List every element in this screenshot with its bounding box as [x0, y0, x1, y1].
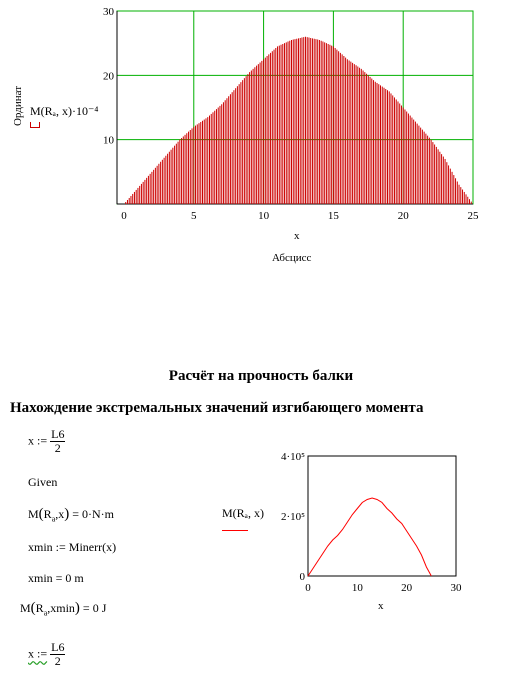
plot2-line — [308, 498, 431, 576]
plot2-legend-swatch — [222, 530, 248, 531]
plot1-y-axis-label: Ординат — [12, 85, 24, 127]
xmin-result[interactable]: xmin = 0 m — [28, 571, 84, 585]
x-assign2-fraction — [50, 641, 65, 668]
plot1-x-tick-label: 10 — [258, 210, 270, 222]
x-assign-lhs: x := — [28, 433, 48, 448]
x-assign2-denominator: 2 — [54, 654, 61, 668]
plot2-y-tick-label: 2·10⁵ — [281, 511, 305, 523]
plot1-x-tick-label: 0 — [121, 210, 127, 222]
plot2-legend-text: M(Rₐ, x) — [222, 506, 264, 520]
plot2-frame — [308, 456, 456, 576]
m-at-xmin[interactable]: $M(R_a,xmin) = 0$ J — [20, 600, 107, 618]
plot1-x-tick-label: 20 — [397, 210, 409, 222]
x-assign2-lhs: x := — [28, 646, 48, 661]
eq-m: M — [28, 507, 39, 521]
given-block[interactable]: Given — [28, 475, 58, 489]
plot2-x-var: x — [378, 600, 384, 612]
plot1-region[interactable] — [0, 0, 522, 270]
equation-m-zero[interactable]: $M(R_a,x) = 0\cdot N\cdot m$ — [28, 506, 115, 524]
x-assignment-1[interactable] — [28, 428, 65, 455]
plot2-x-tick-label: 20 — [401, 582, 413, 594]
plot1-x-axis-label: Абсцисс — [272, 252, 312, 264]
eq-rhs: = 0·N·m — [72, 507, 115, 521]
plot1-y-tick-label: 10 — [103, 134, 114, 147]
plot1-bars — [124, 37, 473, 204]
plot1-y-tick-label: 20 — [103, 70, 114, 83]
plot1-x-var: x — [294, 230, 300, 242]
plot1-x-tick-label: 25 — [467, 210, 479, 222]
xmin-definition[interactable]: xmin := Minerr(x) — [28, 540, 117, 554]
plot2-region[interactable] — [200, 440, 500, 620]
plot2-x-tick-label: 0 — [305, 582, 311, 594]
section-title-extrema: Нахождение экстремальных значений изгибающего момента — [10, 400, 424, 416]
x-assign2-numerator: L6 — [51, 640, 65, 654]
plot1-x-tick-label: 15 — [327, 210, 339, 222]
x-assign-fraction — [50, 428, 65, 455]
section-title-strength: Расчёт на прочность балки — [168, 368, 354, 384]
plot2-x-tick-label: 30 — [450, 582, 462, 594]
plot1-legend-swatch — [30, 122, 40, 128]
plot1-y-tick-label: 30 — [103, 6, 114, 18]
plot2-series-line — [308, 498, 431, 576]
plot2-legend — [222, 506, 264, 521]
plot1-legend — [30, 104, 98, 119]
x-assignment-2[interactable] — [28, 641, 65, 668]
plot2-y-tick-label: 4·10⁵ — [281, 451, 305, 463]
plot1-chart[interactable] — [0, 0, 522, 270]
plot1-x-tick-label: 5 — [191, 210, 197, 222]
plot2-y-tick-label: 0 — [299, 571, 305, 583]
m-at-xmin-value: = 0 J — [82, 601, 107, 615]
x-assign-denominator: 2 — [54, 441, 61, 455]
x-assign-numerator: L6 — [51, 427, 65, 441]
plot2-x-tick-label: 10 — [351, 582, 363, 594]
plot1-legend-text: M(Rₐ, x)·10⁻⁴ — [30, 104, 99, 118]
plot2-ticks — [281, 451, 462, 594]
